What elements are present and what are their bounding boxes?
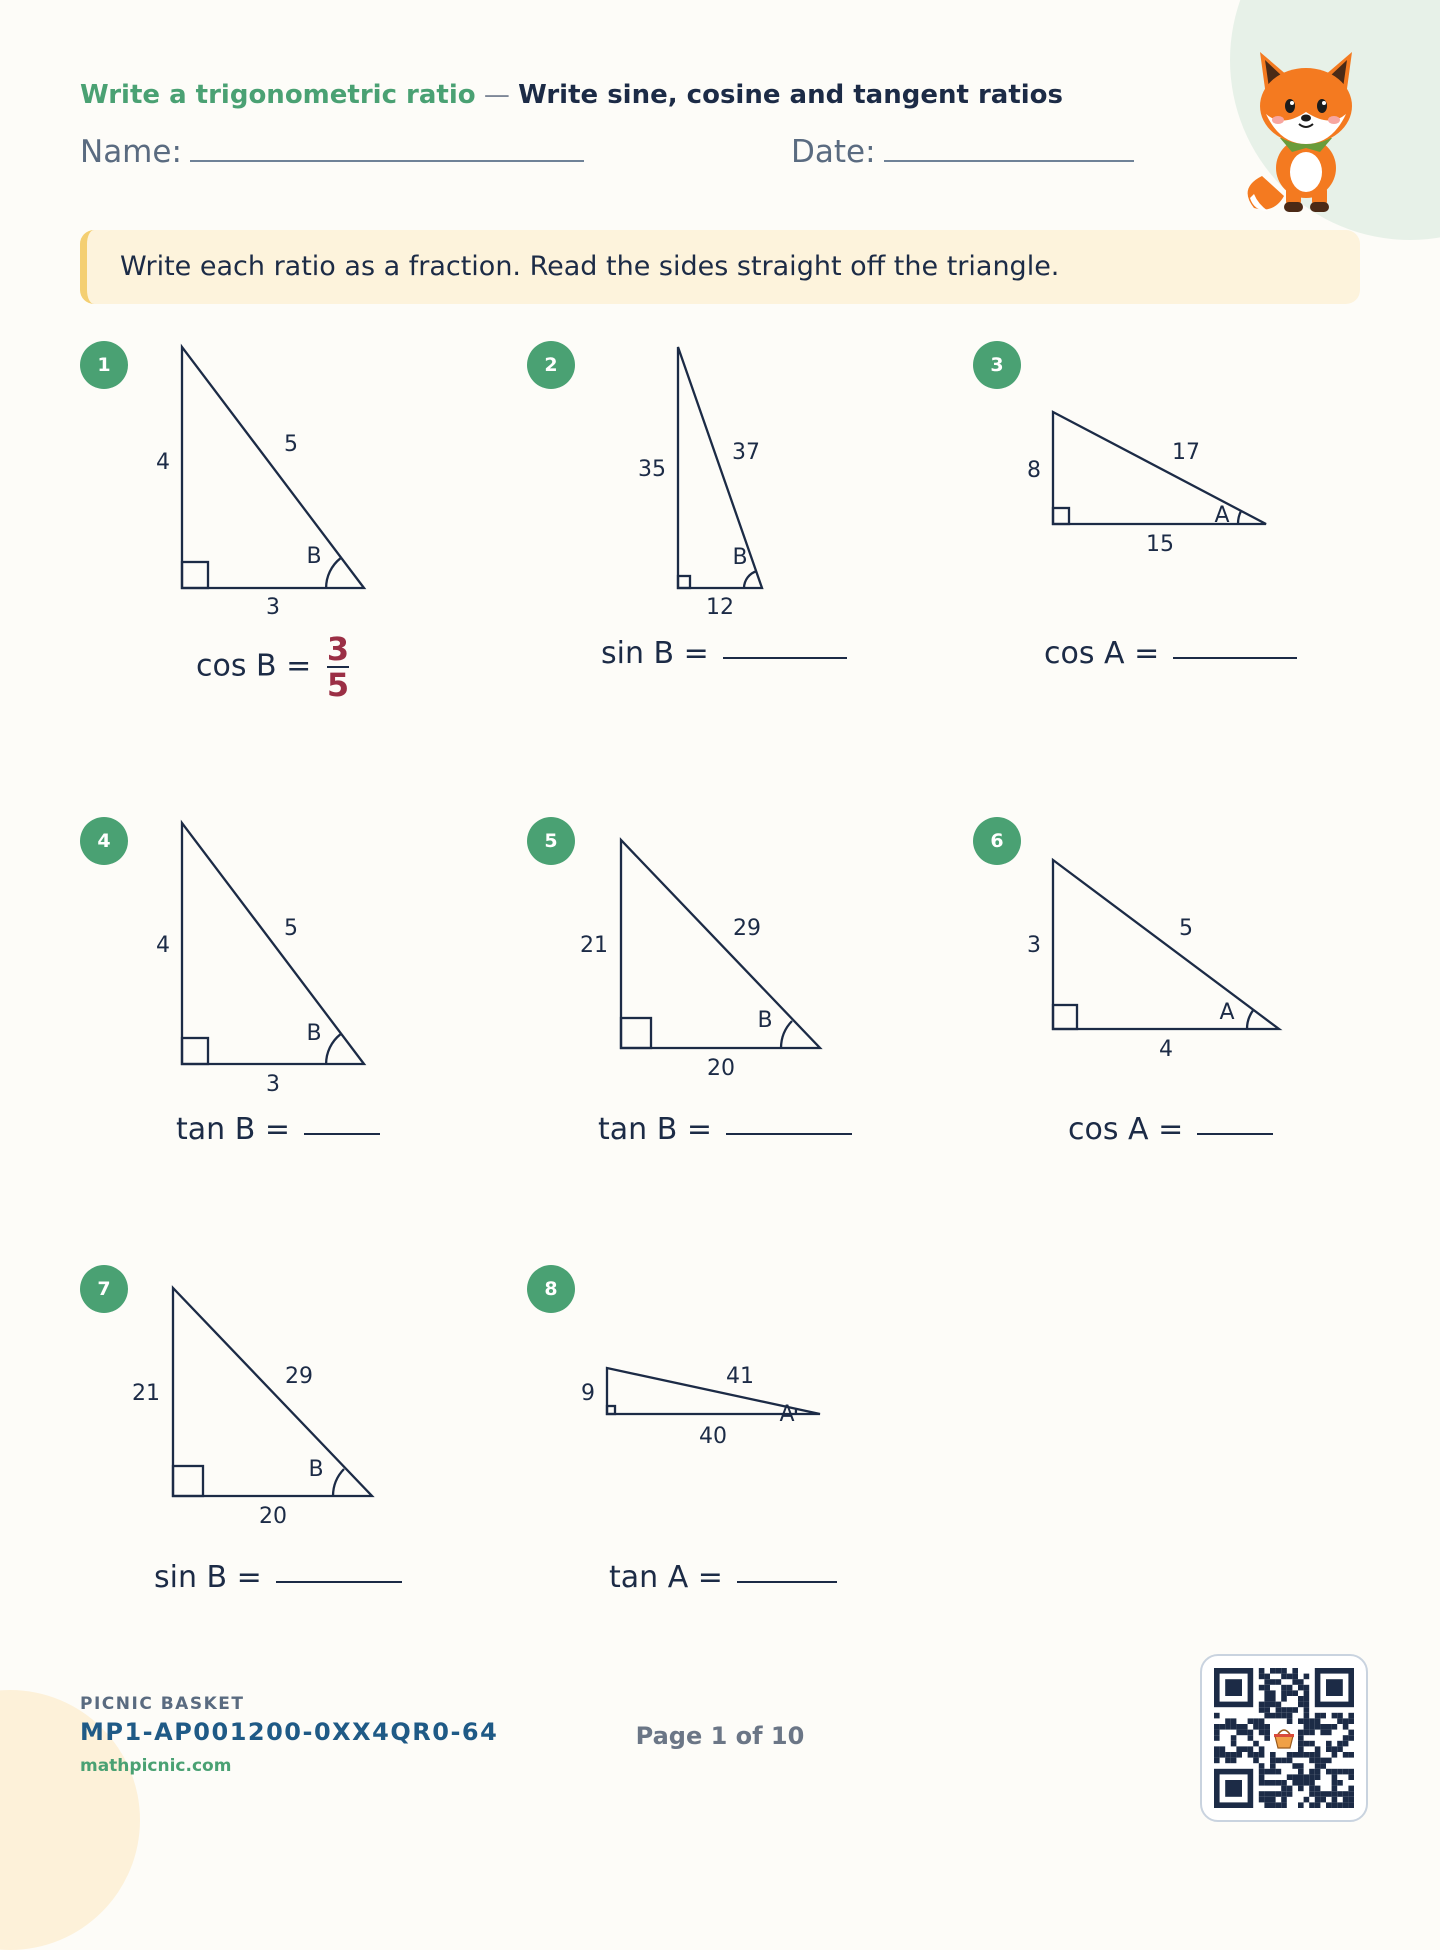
problem-number-badge: 1: [80, 341, 128, 389]
base-label: 20: [707, 1056, 735, 1081]
angle-label: A: [779, 1402, 794, 1427]
right-angle-marker: [607, 1406, 615, 1414]
problem-number-badge: 5: [527, 817, 575, 865]
vertical-side-label: 8: [1027, 458, 1041, 483]
angle-label: A: [1214, 503, 1229, 528]
website-link[interactable]: mathpicnic.com: [80, 1756, 231, 1776]
hypotenuse-label: 29: [285, 1364, 313, 1389]
vertical-side-label: 35: [638, 457, 666, 482]
hypotenuse-label: 41: [726, 1364, 754, 1389]
name-label: Name:: [80, 134, 182, 170]
fraction-numerator: 3: [327, 632, 349, 666]
hypotenuse-label: 29: [733, 916, 761, 941]
topic-title: Write a trigonometric ratio: [80, 80, 476, 110]
vertical-side-label: 21: [580, 933, 608, 958]
problem-number-badge: 7: [80, 1265, 128, 1313]
angle-label: B: [306, 1021, 321, 1046]
date-label: Date:: [791, 134, 876, 170]
base-label: 4: [1159, 1037, 1173, 1062]
qr-code-icon[interactable]: [1200, 1654, 1368, 1822]
problem-number-badge: 3: [973, 341, 1021, 389]
ratio-prompt: cos A =: [1068, 1112, 1183, 1147]
footer-brand: PICNIC BASKET: [80, 1694, 244, 1714]
fraction-denominator: 5: [327, 666, 349, 702]
angle-label: A: [1219, 1000, 1234, 1025]
base-label: 40: [699, 1424, 727, 1449]
page-indicator: Page 1 of 10: [560, 1722, 880, 1750]
problem-number-badge: 2: [527, 341, 575, 389]
base-label: 3: [266, 595, 280, 620]
ratio-prompt: tan B =: [176, 1112, 290, 1147]
problem-number-badge: 8: [527, 1265, 575, 1313]
ratio-prompt: cos A =: [1044, 636, 1159, 671]
ratio-prompt: tan A =: [609, 1560, 723, 1595]
vertical-side-label: 4: [156, 933, 170, 958]
qr-pattern: [1202, 1656, 1366, 1820]
problem-number-badge: 4: [80, 817, 128, 865]
answer-line: [609, 1560, 837, 1595]
base-label: 20: [259, 1504, 287, 1529]
ratio-prompt: sin B =: [154, 1560, 262, 1595]
angle-label: B: [757, 1008, 772, 1033]
base-label: 3: [266, 1072, 280, 1097]
worksheet-code: MP1-AP001200-0XX4QR0-64: [80, 1718, 498, 1746]
base-label: 15: [1146, 532, 1174, 557]
angle-label: B: [732, 545, 747, 570]
angle-label: B: [306, 544, 321, 569]
vertical-side-label: 4: [156, 450, 170, 475]
base-label: 12: [706, 595, 734, 620]
instructions-banner: Write each ratio as a fraction. Read the sides straight off the triangle.: [80, 230, 1360, 304]
hypotenuse-label: 5: [284, 432, 298, 457]
hypotenuse-label: 5: [284, 916, 298, 941]
ratio-prompt: cos B =: [196, 649, 311, 684]
ratio-prompt: tan B =: [598, 1112, 712, 1147]
hypotenuse-label: 5: [1179, 916, 1193, 941]
subtopic-title: Write sine, cosine and tangent ratios: [518, 80, 1063, 110]
basket-icon: [1270, 1724, 1298, 1752]
answer-blank[interactable]: [737, 1581, 837, 1583]
angle-label: B: [308, 1457, 323, 1482]
title-separator: —: [476, 80, 519, 110]
hypotenuse-label: 17: [1172, 440, 1200, 465]
problem-number-badge: 6: [973, 817, 1021, 865]
hypotenuse-label: 37: [732, 440, 760, 465]
vertical-side-label: 21: [132, 1381, 160, 1406]
vertical-side-label: 3: [1027, 933, 1041, 958]
ratio-prompt: sin B =: [601, 636, 709, 671]
vertical-side-label: 9: [581, 1381, 595, 1406]
